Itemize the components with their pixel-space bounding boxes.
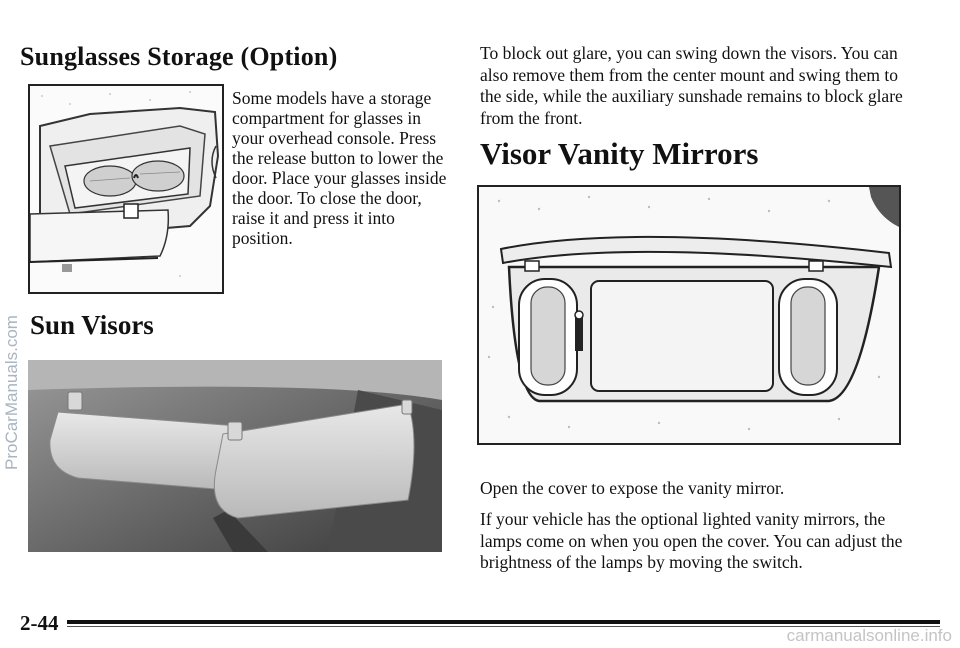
bottom-watermark: carmanualsonline.info: [786, 626, 952, 645]
visor-glare-text: To block out glare, you can swing down the visors. You can also remove them from the center mount and swing them to the side, while the auxiliary sunshade remains to block glare from the front.: [480, 43, 903, 128]
footer-rule: [67, 620, 940, 624]
side-watermark-text: ProCarManuals.com: [2, 315, 21, 470]
page-number: 2-44: [20, 611, 59, 635]
sun-visors-heading: Sun Visors: [30, 310, 154, 340]
visor-vanity-mirrors-heading: Visor Vanity Mirrors: [480, 136, 759, 171]
sunglasses-storage-text: Some models have a storage compartment for glasses in your overhead console. Press the release button to lower the door. Place your glasses inside the door. To close the door, raise it and press it into position.: [232, 88, 447, 248]
sunglasses-storage-heading: Sunglasses Storage (Option): [20, 42, 338, 71]
side-watermark: [2, 315, 24, 492]
lighted-vanity-text: If your vehicle has the optional lighted vanity mirrors, the lamps come on when you open the cover. You can adjust the brightness of the lamps by moving the switch.: [480, 509, 903, 572]
open-cover-text: Open the cover to expose the vanity mirror.: [480, 478, 785, 498]
sun-visors-photo: [28, 360, 442, 552]
vanity-mirror-illustration: [477, 185, 901, 445]
overhead-console-illustration: [28, 84, 224, 294]
